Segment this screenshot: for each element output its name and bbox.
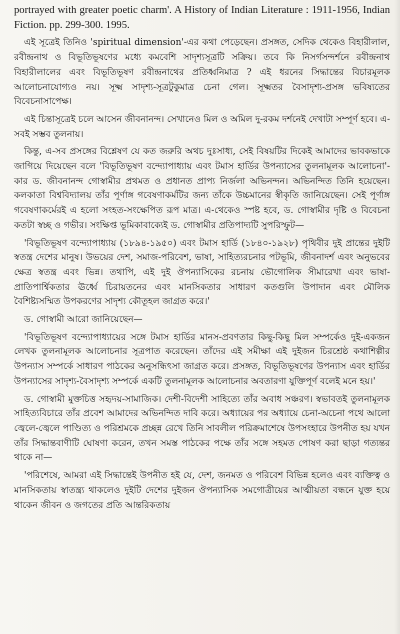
paragraph-goswami-intro: ড. গোস্বামী আরো জানিয়েছেন— (24, 315, 143, 326)
paragraph-jibanananda: এই চিন্তাসূত্রেই চলে আসেন জীবনানন্দ। সেখানেও মিল ও অমিল দু-রকম দর্শনেই দেখাটা সম্পূর্ণ হবে। এ-সবই সম্ভব তুলনায়। (14, 114, 390, 140)
scan-edge-shadow (394, 0, 400, 634)
paragraph-conclusion-quote: 'পরিশেষে, আমরা এই সিদ্ধান্তেই উপনীত হই যে, দেশ, জনমত ও পরিবেশ বিভিন্ন হলেও এবং ব্যক্তিত্ব ও মানসিকতায় স্বাতন্ত্র্য থাকলেও দুইটি দেশের দুইজন ঔপন্যাসিক সমগোত্রীয়ের আত্মীয়তা বন্ধনে যুক্ত হয়ে থাকেন জীবন ও জগতের প্রতি আন্তরিকতায় (14, 471, 390, 511)
paragraph-quote-1: 'বিভূতিভূষণ বন্দ্যোপাধ্যায় (১৮৯৪-১৯৫০) এবং টমাস হার্ডি (১৮৪০-১৯২৮) পৃথিবীর দুই প্রান্তের দুইটি স্বতন্ত্র দেশের মানুষ। উভয়ের দেশ, সমাজ-পরিবেশ, ভাষা, সাহিত্যরচনার পটভূমি, জীবনাদর্শ এবং অনুভবের ক্ষেত্র স্বতন্ত্র এবং ভিন্ন। তথাপি, এই দুই ঔপন্যাসিকের রচনায় ভৌগোলিক সীমারেখা এবং ভাষা-প্রাতিপার্শ্বিকতার ঊর্ধ্বে চিরায়তনের এবং মানসিকতার সাধারণ কতগুলি উপাদান এবং মৌলিক বৈশিষ্ট্যসম্মিত উপকরণের সাদৃশ্য কৌতূহল জাগ্রত করে।' (14, 238, 390, 308)
paragraph-goswami-praise: ড. গোস্বামী মুক্তচিত্ত সহৃদয়-সামাজিক। দেশী-বিদেশী সাহিত্যে তাঁর অবাধ সঞ্চরণ। স্বভাবতই তুলনামূলক সাহিত্যবিচারে তাঁর প্রবেশ আমাদের অভিনন্দিত দাবি করে। অধ্যায়ের পর অধ্যায়ে চেনা-অচেনা পথে আলো জ্বেলে-জ্বেলে পাণ্ডিত্য ও পরিশ্রমকে প্রচ্ছন্ন রেখে তিনি সাবলীল পরিক্রমাশেষে উপসংহারে উপনীত হয় যখন তাঁর সিদ্ধান্তবাণীটি ঘোষণা করেন, তখন সমস্ত পাঠকের পক্ষে তাঁর সঙ্গে সহমত পোষণ করা ছাড়া গত্যন্তর থাকে না— (14, 394, 390, 464)
paragraph-citation: portrayed with greater poetic charm'. A History of Indian Literature : 1911-1956, Indian Fiction. pp. 299-300. 1995. (14, 5, 390, 31)
paragraph-spiritual-dimension: এই সূত্রেই তিনিও 'spiritual dimension'-এর কথা পেড়েছেন। প্রসঙ্গত, সেদিক থেকেও বিহারীলাল, রবীন্দ্রনাথ ও বিভূতিভূষণের মধ্যে কমবেশি সাদৃশ্যসূত্রটি সক্রিয়। তবে কি নিসর্গসন্দর্শনে রবীন্দ্রনাথ বিহারীলালের এবং বিভূতিভূষণ রবীন্দ্রনাথের প্রতিধ্বনিমাত্র ? এই ধরনের সিদ্ধান্তের বিচারমূলক আলোচনাযোগ্যও নয়। সূক্ষ্ম সাদৃশ্য-সূত্রটুকুমাত্র চেনা গেল। সূক্ষ্মতর বৈসাদৃশ্য-প্রসঙ্গ ভবিষ্যতের বিবেচনাসাপেক্ষ। (14, 38, 390, 108)
paragraph-analysis: কিন্তু, এ-সব প্রসঙ্গের বিশ্লেষণ যে কত জরুরি অথচ দুঃসাধ্য, সেই বিষয়টির দিকেই আমাদের ভাবকভাকে জাগিয়ে দিয়েছেন বলে 'বিভূতিভূষণ বন্দ্যোপাধ্যায় এবং টমাস হার্ডির উপন্যাসের তুলনামূলক আলোচনা'-কার ড. জীবনানন্দ গোস্বামীর প্রথমত ও প্রধানত প্রাপ্য নির্জলা অভিনন্দন। অভিনন্দিত তিনি হয়েছেন। কলকাতা বিশ্ববিদ্যালয় তাঁর পূর্ণাঙ্গ গবেষণাকর্মটির জন্য তাঁকে উচ্চমানের স্বীকৃতি জানিয়েছেন। সেই পূর্ণাঙ্গ গবেষণাকর্মেরই এ হলো সংহত-সংক্ষেপিত রূপ মাত্র। এ-থেকেও স্পষ্ট হবে, ড. গোস্বামীর দৃষ্টি ও বিবেচনা কতটা স্বচ্ছ ও গভীর। সংক্ষিপ্ত ভূমিকাবাক্যেই ড. গোস্বামীর প্রতিপাদ্যটি সুপরিস্ফুট— (14, 147, 390, 231)
paragraph-quote-2: 'বিভূতিভূষণ বন্দ্যোপাধ্যায়ের সঙ্গে টমাস হার্ডির মানস-প্রবণতার কিছু-কিছু মিল সম্পর্কেও দুই-একজন লেখক তুলনামূলক আলোচনার সূত্রপাত করেছেন। তাঁদের এই সমীক্ষা এই দুইজন চিরশ্রেষ্ঠ কথাশিল্পীর উপন্যাস সম্পর্কে সাধারণ পাঠকের অনুসন্ধিৎসা জাগ্রত করে। প্রসঙ্গত, বিভূতিভূষণের উপন্যাস এবং হার্ডির উপন্যাসের সাদৃশ্য-বৈসাদৃশ্য সম্পর্কে একটি তুলনামূলক আলোচনার অবতারণা যুক্তিপূর্ণ বলেই মনে হয়।' (14, 332, 390, 387)
